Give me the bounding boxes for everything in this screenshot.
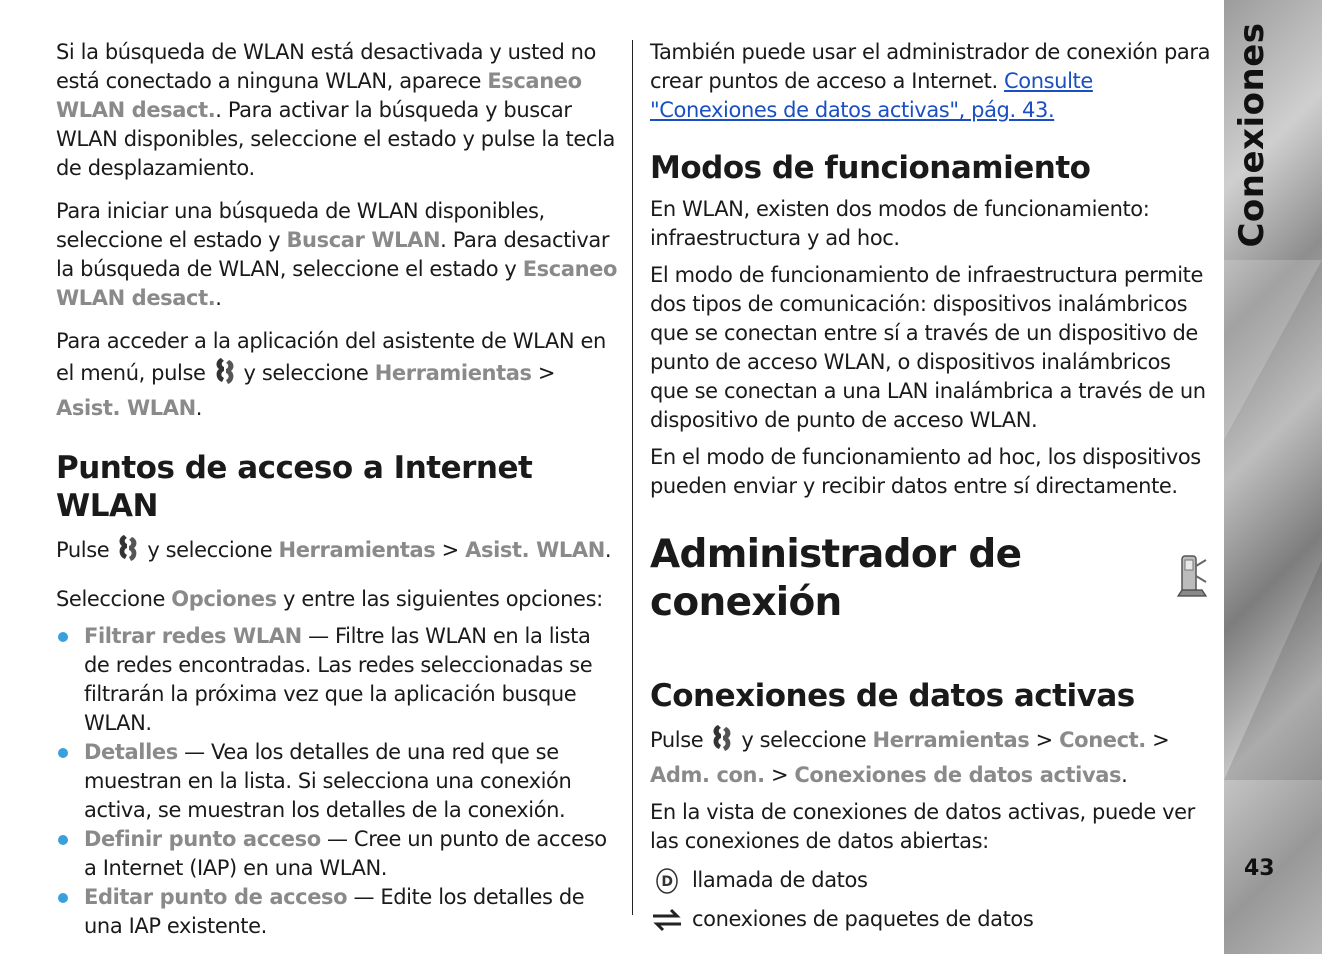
menu-term: Buscar WLAN [286,228,441,252]
paragraph-options: Seleccione Opciones y entre las siguientes opciones: [56,587,603,611]
menu-term: Escaneo WLAN desact. [56,257,618,310]
list-item: Definir punto acceso — Cree un punto de acceso a Internet (IAP) en una WLAN. [56,825,618,883]
right-column [650,38,1212,944]
options-list [56,622,618,941]
list-item: D llamada de datos [650,866,1212,895]
paragraph-wlan-off: Si la búsqueda de WLAN está desactivada y usted no está conectado a ninguna WLAN, aparece Escaneo WLAN desact.. Para activar la búsqueda y buscar WLAN disponibles, seleccione el estado y pulse la tecla de desplazamiento. [56,40,615,180]
paragraph-active-view: En la vista de conexiones de datos activas, puede ver las conexiones de datos abiertas: [650,800,1195,853]
menu-key-icon [709,723,735,761]
cross-reference-link[interactable]: Consulte "Conexiones de datos activas", pág. 43. [650,69,1093,122]
paragraph-wlan-wizard: Para acceder a la aplicación del asistente de WLAN en el menú, pulse y seleccione Herramientas > Asist. WLAN. [56,329,606,420]
chapter-title: Administrador de conexión [650,532,1022,625]
menu-term: Escaneo WLAN desact. [56,69,582,122]
svg-text:D: D [661,873,673,890]
menu-term: Herramientas [374,361,532,385]
bullet-icon [58,632,68,642]
menu-term: Conexiones de datos activas [794,763,1122,787]
paragraph-press-menu: Pulse y seleccione Herramientas > Asist. WLAN. [56,533,618,571]
menu-key-icon [115,533,141,571]
bullet-icon [58,748,68,758]
packet-data-icon [650,907,684,933]
menu-term: Herramientas [872,728,1030,752]
list-item: Editar punto de acceso — Edite los detalles de una IAP existente. [56,883,618,941]
section-heading-wlan-iap: Puntos de acceso a Internet WLAN [56,450,533,524]
bullet-icon [58,835,68,845]
bullet-icon [58,893,68,903]
menu-term: Asist. WLAN [56,396,196,420]
chapter-tab-title: Conexiones [1232,22,1272,248]
list-item: Detalles — Vea los detalles de una red que se muestran en la lista. Si selecciona una conexión activa, se muestran los detalles de la conexión. [56,738,618,825]
menu-term: Opciones [171,587,277,611]
page-number: 43 [1244,856,1275,881]
menu-term: Conect. [1059,728,1146,752]
paragraph-connection-manager: También puede usar el administrador de conexión para crear puntos de acceso a Internet. Consulte "Conexiones de datos activas", pág. 43. [650,40,1211,122]
section-heading-active-connections: Conexiones de datos activas [650,678,1135,714]
left-column [56,38,618,941]
paragraph-modes-intro: En WLAN, existen dos modos de funcionamiento: infraestructura y ad hoc. [650,197,1150,250]
menu-term: Herramientas [278,538,436,562]
paragraph-active-connections-path: Pulse y seleccione Herramientas > Conect. > Adm. con. > Conexiones de datos activas. [650,723,1212,790]
menu-term: Adm. con. [650,763,765,787]
menu-term: Asist. WLAN [465,538,605,562]
list-item: Filtrar redes WLAN — Filtre las WLAN en la lista de redes encontradas. Las redes seleccionadas se filtrarán la próxima vez que la aplicación busque WLAN. [56,622,618,738]
chapter-title-row [650,531,1212,627]
list-item: conexiones de paquetes de datos [650,905,1212,934]
data-call-icon [650,867,684,895]
connection-manager-icon [1172,552,1212,606]
paragraph-infrastructure: El modo de funcionamiento de infraestructura permite dos tipos de comunicación: dispositivos inalámbricos que se conectan entre sí a través de un dispositivo de punto de acceso WLAN, o dispositivos inalámbricos que se conectan a una LAN inalámbrica a través de un dispositivo de punto de acceso WLAN. [650,263,1206,432]
menu-key-icon [212,356,238,394]
section-heading-operating-modes: Modos de funcionamiento [650,150,1091,186]
paragraph-adhoc: En el modo de funcionamiento ad hoc, los dispositivos pueden enviar y recibir datos entre sí directamente. [650,445,1201,498]
column-divider [632,40,633,915]
paragraph-search-wlan: Para iniciar una búsqueda de WLAN disponibles, seleccione el estado y Buscar WLAN. Para desactivar la búsqueda de WLAN, seleccione el estado y Escaneo WLAN desact.. [56,199,618,310]
